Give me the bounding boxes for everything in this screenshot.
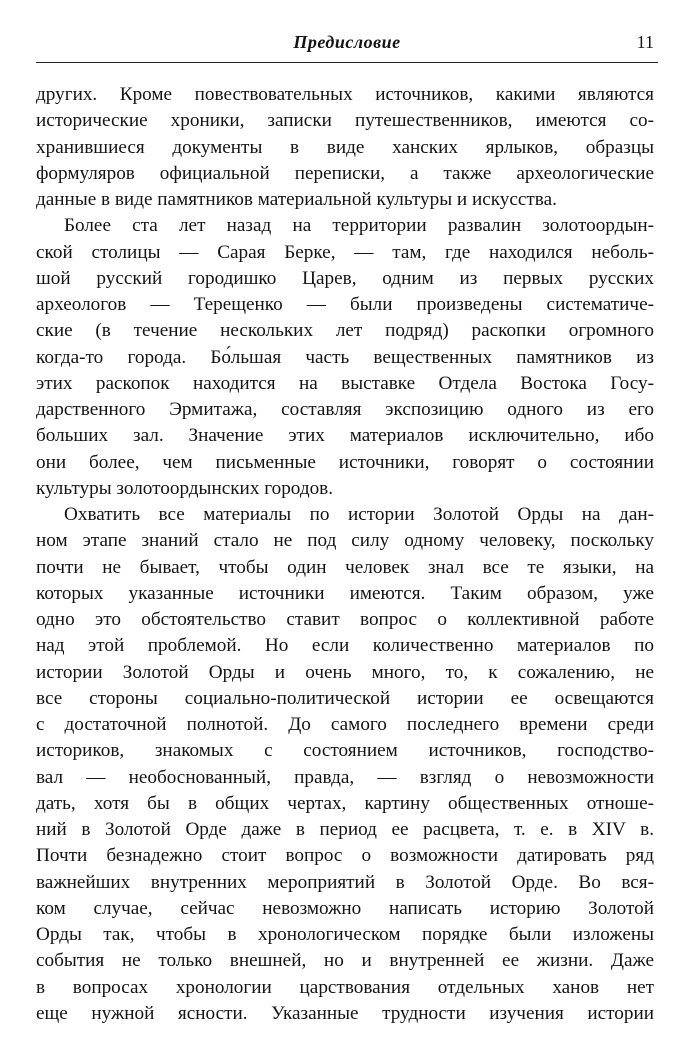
text-line: ские (в течение нескольких лет подряд) раскопки огромного [36,320,654,342]
text-line: события не только внешней, но и внутренней ее жизни. Даже [36,950,654,972]
text-line: истории Золотой Орды и очень много, то, к сожалению, не [36,661,654,683]
text-line: формуляров официальной переписки, а также археологические [36,162,654,184]
text-line: почти не бывает, чтобы один человек знал все те языки, на [36,556,654,578]
header-rule [36,62,658,63]
text-line: ской столицы — Сарая Берке, — там, где находился неболь- [36,241,654,263]
text-line: одно это обстоятельство ставит вопрос о коллективной работе [36,609,654,630]
text-line: когда-то города. Бо́льшая часть вещественных памятников из [36,346,654,368]
text-line: которых указанные источники имеются. Таким образом, уже [36,582,654,604]
text-line: Орды так, чтобы в хронологическом порядке были изложены [36,924,654,945]
text-line: все стороны социально-политической истории ее освещаются [36,687,654,709]
text-line: Более ста лет назад на территории развалин золотоордын- [64,215,654,237]
text-line: шой русский городишко Царев, одним из первых русских [36,267,654,289]
text-line: вал — необоснованный, правда, — взгляд о невозможности [36,766,654,788]
text-line: культуры золотоордынских городов. [36,477,334,499]
text-line: историков, знакомых с состоянием источников, господство- [36,740,654,762]
running-title: Предисловие [293,32,401,52]
text-line: еще нужной ясности. Указанные трудности изучения истории [36,1002,654,1024]
body-text [36,82,654,1027]
text-line: важнейших внутренних мероприятий в Золотой Орде. Во вся- [36,871,654,893]
text-line: данные в виде памятников материальной культуры и искусства. [36,189,557,210]
text-line: ком случае, сейчас невозможно написать историю Золотой [36,897,654,919]
text-line: они более, чем письменные источники, говорят о состоянии [36,451,654,473]
text-line: в вопросах хронологии царствования отдельных ханов нет [36,976,654,998]
text-line: над этой проблемой. Но если количественно материалов по [36,635,654,657]
text-line: с достаточной полнотой. До самого последнего времени среди [36,714,654,735]
text-line: этих раскопок находится на выставке Отдела Востока Госу- [36,372,654,394]
text-line: больших зал. Значение этих материалов исключительно, ибо [36,425,654,447]
text-line: дать, хотя бы в общих чертах, картину общественных отноше- [36,792,654,814]
text-line: археологов — Терещенко — были произведены систематиче- [36,294,654,315]
text-line: исторические хроники, записки путешественников, имеются со- [36,110,654,132]
text-line: других. Кроме повествовательных источников, какими являются [36,84,654,105]
text-line: дарственного Эрмитажа, составляя экспозицию одного из его [36,399,654,420]
text-line: ном этапе знаний стало не под силу одному человеку, поскольку [36,530,654,552]
page-number: 11 [636,32,654,52]
running-head [36,28,658,56]
text-line: хранившиеся документы в виде ханских ярлыков, образцы [36,136,654,158]
text-line: Почти безнадежно стоит вопрос о возможности датировать ряд [36,845,654,867]
text-line: ний в Золотой Орде даже в период ее расцвета, т. е. в XIV в. [36,819,654,840]
text-line: Охватить все материалы по истории Золотой Орды на дан- [64,504,654,525]
